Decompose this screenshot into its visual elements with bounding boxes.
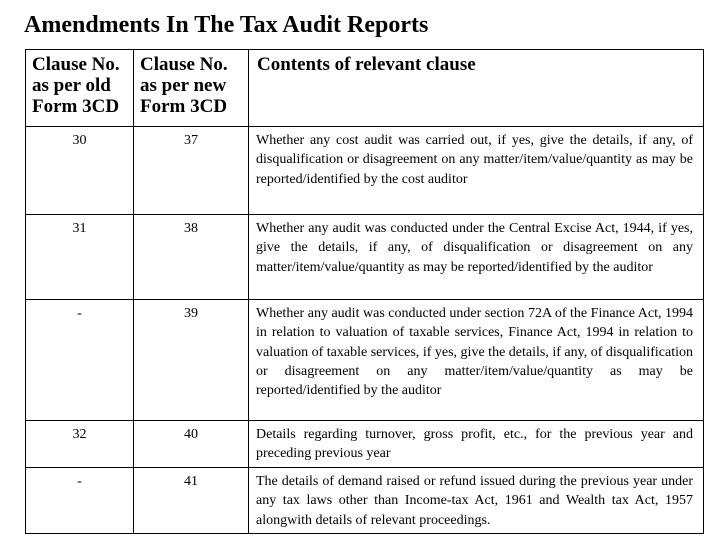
clause-contents: Whether any cost audit was carried out, if yes, give the details, if any, of disqualification or disagreement on any matter/item/value/quantity as may be reported/identified by the cost auditor	[249, 127, 704, 215]
old-clause: 32	[26, 421, 134, 468]
old-clause: 31	[26, 215, 134, 300]
table-row	[26, 215, 704, 300]
table-row	[26, 300, 704, 421]
table-header-row	[26, 50, 704, 127]
header-old-clause: Clause No. as per old Form 3CD	[26, 50, 134, 127]
old-clause: -	[26, 300, 134, 421]
clause-contents: Whether any audit was conducted under section 72A of the Finance Act, 1994 in relation to valuation of taxable services, Finance Act, 1994 in relation to valuation of taxable services, if yes, give the details, if any, of disqualification or disagreement on any matter/item/value/quantity as may be reported/identified by the auditor	[249, 300, 704, 421]
header-contents: Contents of relevant clause	[249, 50, 704, 127]
new-clause: 40	[134, 421, 249, 468]
table-row	[26, 127, 704, 215]
clause-contents: The details of demand raised or refund issued during the previous year under any tax laws other than Income-tax Act, 1961 and Wealth tax Act, 1957 alongwith details of relevant proceedings.	[249, 468, 704, 534]
new-clause: 39	[134, 300, 249, 421]
clause-contents: Whether any audit was conducted under the Central Excise Act, 1944, if yes, give the details, if any, of disqualification or disagreement on any matter/item/value/quantity as may be reported/identified by the auditor	[249, 215, 704, 300]
table-row	[26, 421, 704, 468]
clause-contents: Details regarding turnover, gross profit, etc., for the previous year and preceding previous year	[249, 421, 704, 468]
old-clause: -	[26, 468, 134, 534]
new-clause: 41	[134, 468, 249, 534]
new-clause: 38	[134, 215, 249, 300]
page-title: Amendments In The Tax Audit Reports	[24, 12, 429, 38]
new-clause: 37	[134, 127, 249, 215]
amendments-table	[25, 49, 704, 534]
header-new-clause: Clause No. as per new Form 3CD	[134, 50, 249, 127]
table-row	[26, 468, 704, 534]
old-clause: 30	[26, 127, 134, 215]
